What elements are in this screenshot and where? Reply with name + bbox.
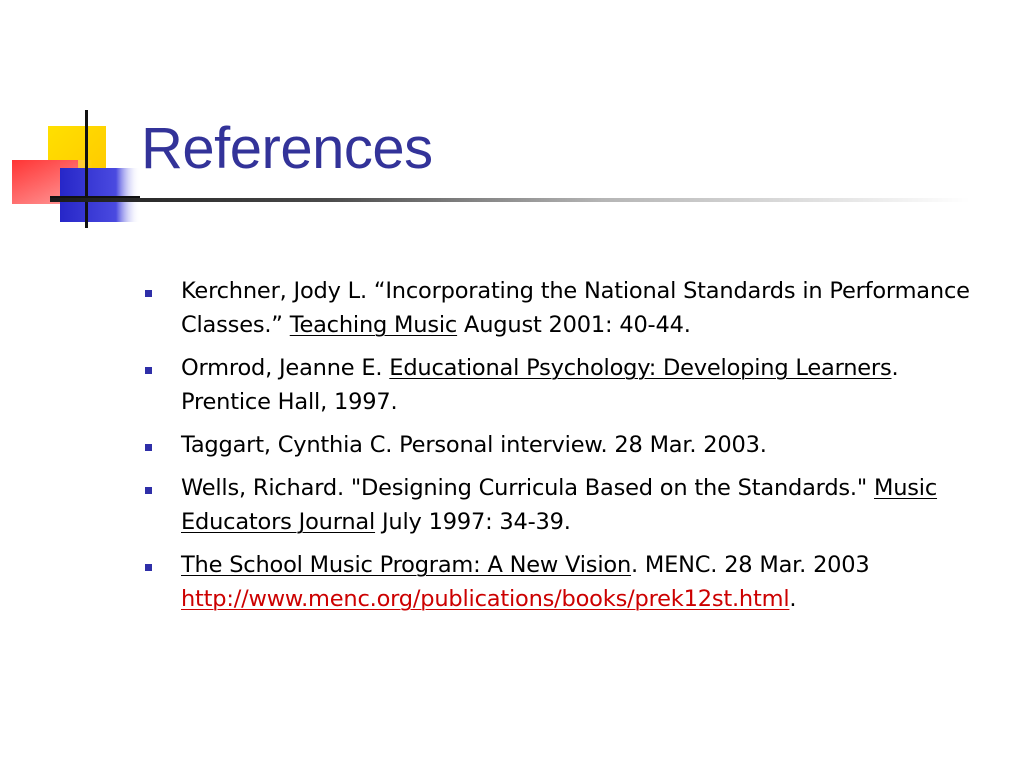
reference-source-title: Teaching Music — [289, 312, 458, 338]
reference-source-title: Music Educators Journal — [181, 475, 938, 535]
vertical-line — [85, 110, 88, 228]
reference-text: Ormrod, Jeanne E. — [181, 355, 390, 381]
reference-item — [0, 471, 981, 539]
reference-text: Kerchner, Jody L. “Incorporating the National Standards in Performance Classes.” — [181, 278, 970, 338]
reference-text: . Prentice Hall, 1997. — [181, 355, 899, 415]
bullet-square-icon — [145, 444, 152, 451]
bullet-square-icon — [145, 564, 152, 571]
bullet-square-icon — [145, 367, 152, 374]
bullet-square-icon — [145, 487, 152, 494]
reference-item — [0, 274, 981, 342]
reference-item — [0, 548, 981, 616]
reference-text: August 2001: 40-44. — [457, 312, 691, 338]
reference-text: Taggart, Cynthia C. Personal interview. 28 Mar. 2003. — [181, 432, 767, 458]
reference-text: Wells, Richard. "Designing Curricula Based on the Standards." — [181, 475, 874, 501]
reference-text: . — [789, 586, 797, 612]
reference-item — [0, 428, 981, 462]
reference-text: . MENC. 28 Mar. 2003 — [631, 552, 870, 578]
slide-title: References — [141, 116, 433, 181]
references-list — [0, 274, 1024, 625]
reference-item — [0, 351, 981, 419]
reference-text: July 1997: 34-39. — [375, 509, 571, 535]
corner-decoration-graphic — [0, 0, 140, 240]
reference-source-title: The School Music Program: A New Vision — [181, 552, 632, 578]
title-underline-rule — [50, 198, 970, 202]
reference-url-link[interactable]: http://www.menc.org/publications/books/prek12st.html — [181, 586, 790, 612]
blue-square — [60, 168, 140, 222]
bullet-square-icon — [145, 290, 152, 297]
reference-source-title: Educational Psychology: Developing Learners — [389, 355, 892, 381]
